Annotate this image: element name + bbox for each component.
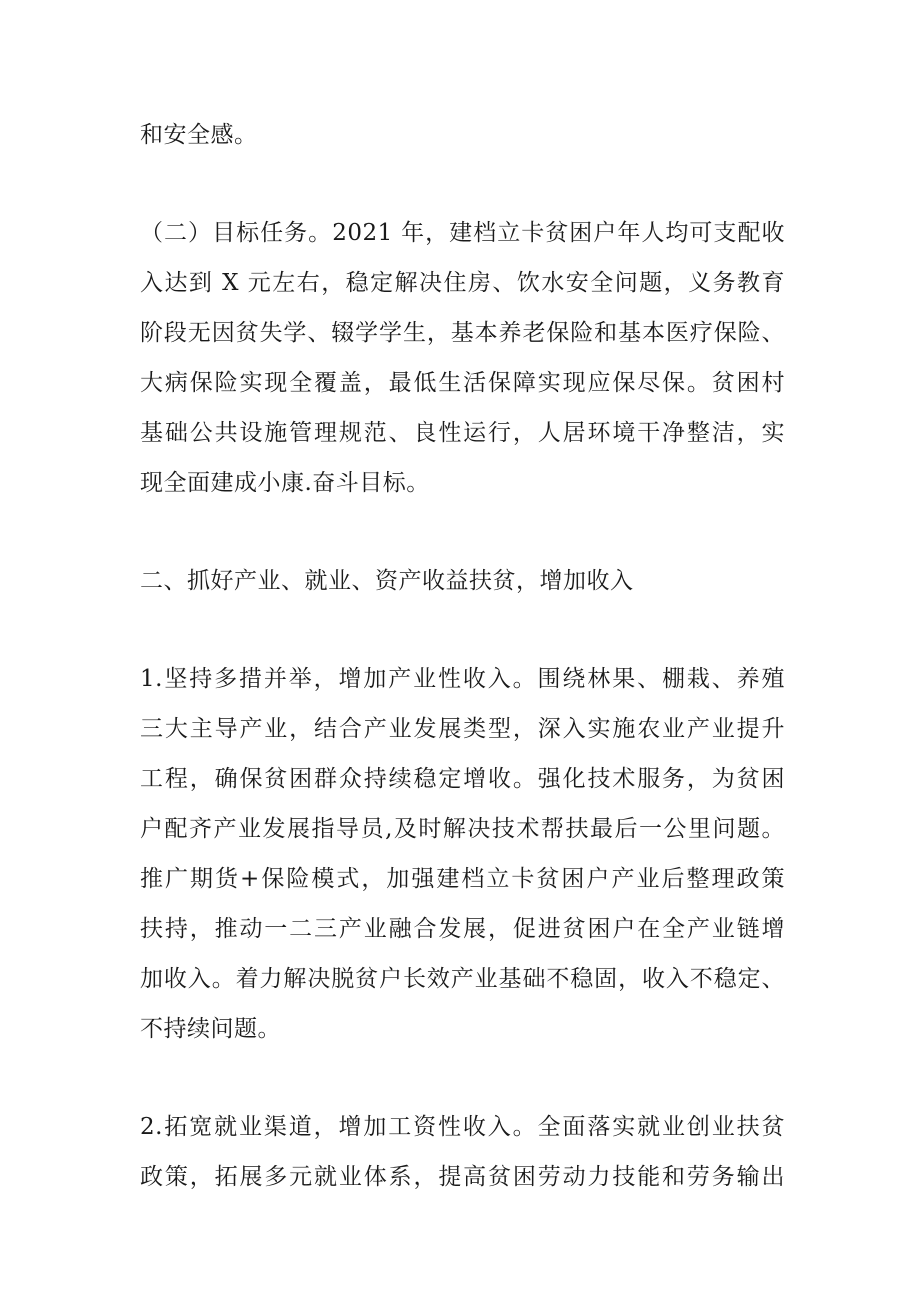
- paragraph-line: 1.坚持多措并举，增加产业性收入。围绕林果、棚栽、养殖: [140, 666, 785, 692]
- paragraph-line: 阶段无因贫失学、辍学学生，基本养老保险和基本医疗保险、: [140, 320, 785, 346]
- paragraph-line: 户配齐产业发展指导员,及时解决技术帮扶最后一公里问题。: [140, 816, 785, 842]
- paragraph-line: 政策，拓展多元就业体系，提高贫困劳动力技能和劳务输出: [140, 1164, 785, 1190]
- paragraph-line: 入达到 X 元左右，稳定解决住房、饮水安全问题，义务教育: [140, 270, 785, 296]
- paragraph-line: 大病保险实现全覆盖，最低生活保障实现应保尽保。贫困村: [140, 370, 785, 396]
- paragraph-line: 推广期货+保险模式，加强建档立卡贫困户产业后整理政策: [140, 866, 785, 892]
- paragraph-line: 加收入。着力解决脱贫户长效产业基础不稳固，收入不稳定、: [140, 966, 785, 992]
- paragraph-line: 扶持，推动一二三产业融合发展，促进贫困户在全产业链增: [140, 916, 785, 942]
- paragraph-line: 和安全感。: [140, 122, 258, 148]
- paragraph-line: 现全面建成小康.奋斗目标。: [140, 470, 430, 496]
- paragraph-line: （二）目标任务。2021 年，建档立卡贫困户年人均可支配收: [140, 220, 785, 246]
- paragraph-line: 三大主导产业，结合产业发展类型，深入实施农业产业提升: [140, 716, 785, 742]
- section-heading: 二、抓好产业、就业、资产收益扶贫，增加收入: [140, 568, 634, 594]
- paragraph-line: 工程，确保贫困群众持续稳定增收。强化技术服务，为贫困: [140, 766, 785, 792]
- paragraph-line: 2.拓宽就业渠道，增加工资性收入。全面落实就业创业扶贫: [140, 1114, 785, 1140]
- paragraph-line: 基础公共设施管理规范、良性运行，人居环境干净整洁，实: [140, 420, 785, 446]
- paragraph-line: 不持续问题。: [140, 1016, 281, 1042]
